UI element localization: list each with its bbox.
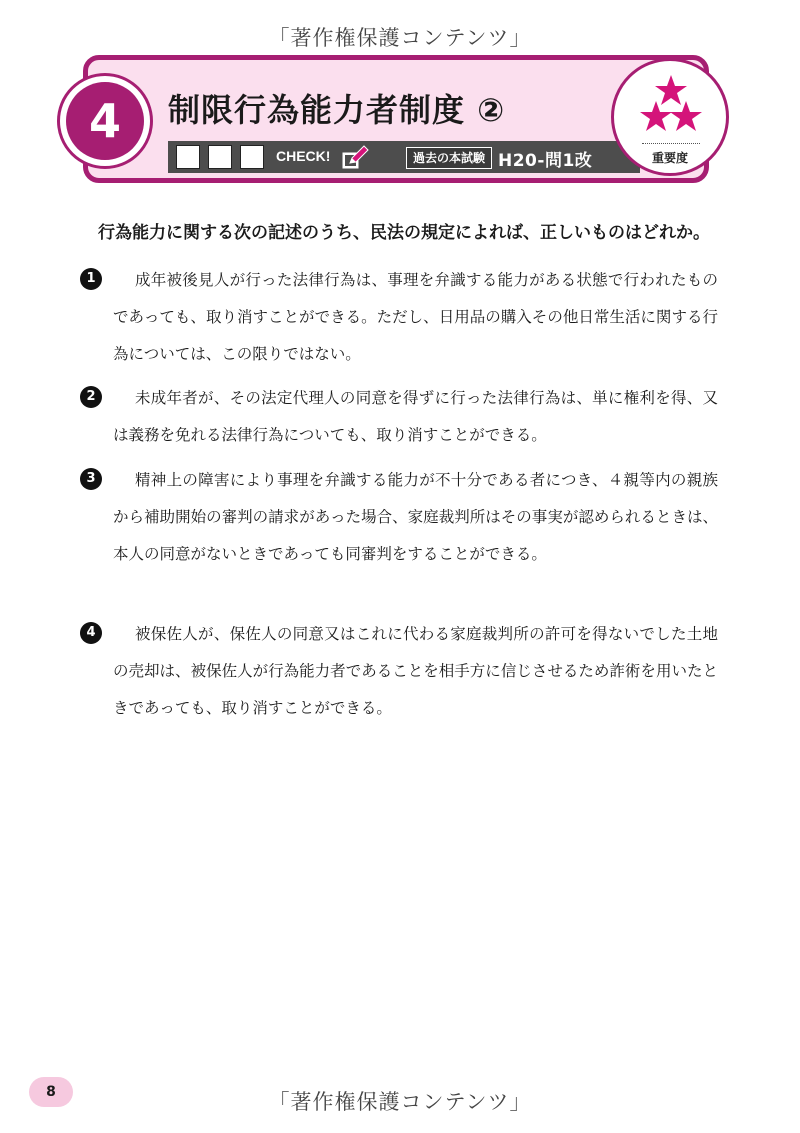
importance-stars-icon [636, 73, 706, 133]
watermark-top: 「著作権保護コンテンツ」 [268, 26, 532, 50]
check-bar [168, 141, 640, 173]
option-number-2: 2 [80, 386, 102, 408]
question-text: 行為能力に関する次の記述のうち、民法の規定によれば、正しいものはどれか。 [98, 223, 710, 243]
option-text-3: 精神上の障害により事理を弁識する能力が不十分である者につき、４親等内の親族から補助開始の審判の請求があった場合、家庭裁判所はその事実が認められるときは、本人の同意がないときであっても同審判をすることができる。 [113, 471, 718, 563]
exam-reference: H20-問1改 [498, 151, 593, 171]
importance-badge [611, 58, 729, 176]
page-number: 8 [29, 1077, 73, 1107]
check-box-1[interactable] [176, 145, 200, 169]
watermark-bottom: 「著作権保護コンテンツ」 [268, 1090, 532, 1114]
importance-label: 重要度 [651, 151, 688, 165]
check-box-2[interactable] [208, 145, 232, 169]
pencil-icon [342, 144, 370, 170]
option-number-1: 1 [80, 268, 102, 290]
option-text-4: 被保佐人が、保佐人の同意又はこれに代わる家庭裁判所の許可を得ないでした土地の売却は、被保佐人が行為能力者であることを相手方に信じさせるため詐術を用いたときであっても、取り消すことができる。 [113, 625, 718, 717]
problem-number-badge [57, 73, 153, 169]
check-label: CHECK! [276, 148, 331, 164]
option-number-4: 4 [80, 622, 102, 644]
option-number-3: 3 [80, 468, 102, 490]
option-text-2: 未成年者が、その法定代理人の同意を得ずに行った法律行為は、単に権利を得、又は義務を免れる法律行為についても、取り消すことができる。 [113, 389, 718, 444]
page-title: 制限行為能力者制度 ② [168, 91, 506, 129]
option-text-1: 成年被後見人が行った法律行為は、事理を弁識する能力がある状態で行われたものであっても、取り消すことができる。ただし、日用品の購入その他日常生活に関する行為については、この限りではない。 [113, 271, 718, 363]
problem-number: 4 [66, 82, 144, 160]
past-exam-label: 過去の本試験 [406, 147, 492, 169]
check-box-3[interactable] [240, 145, 264, 169]
importance-divider [642, 143, 700, 144]
